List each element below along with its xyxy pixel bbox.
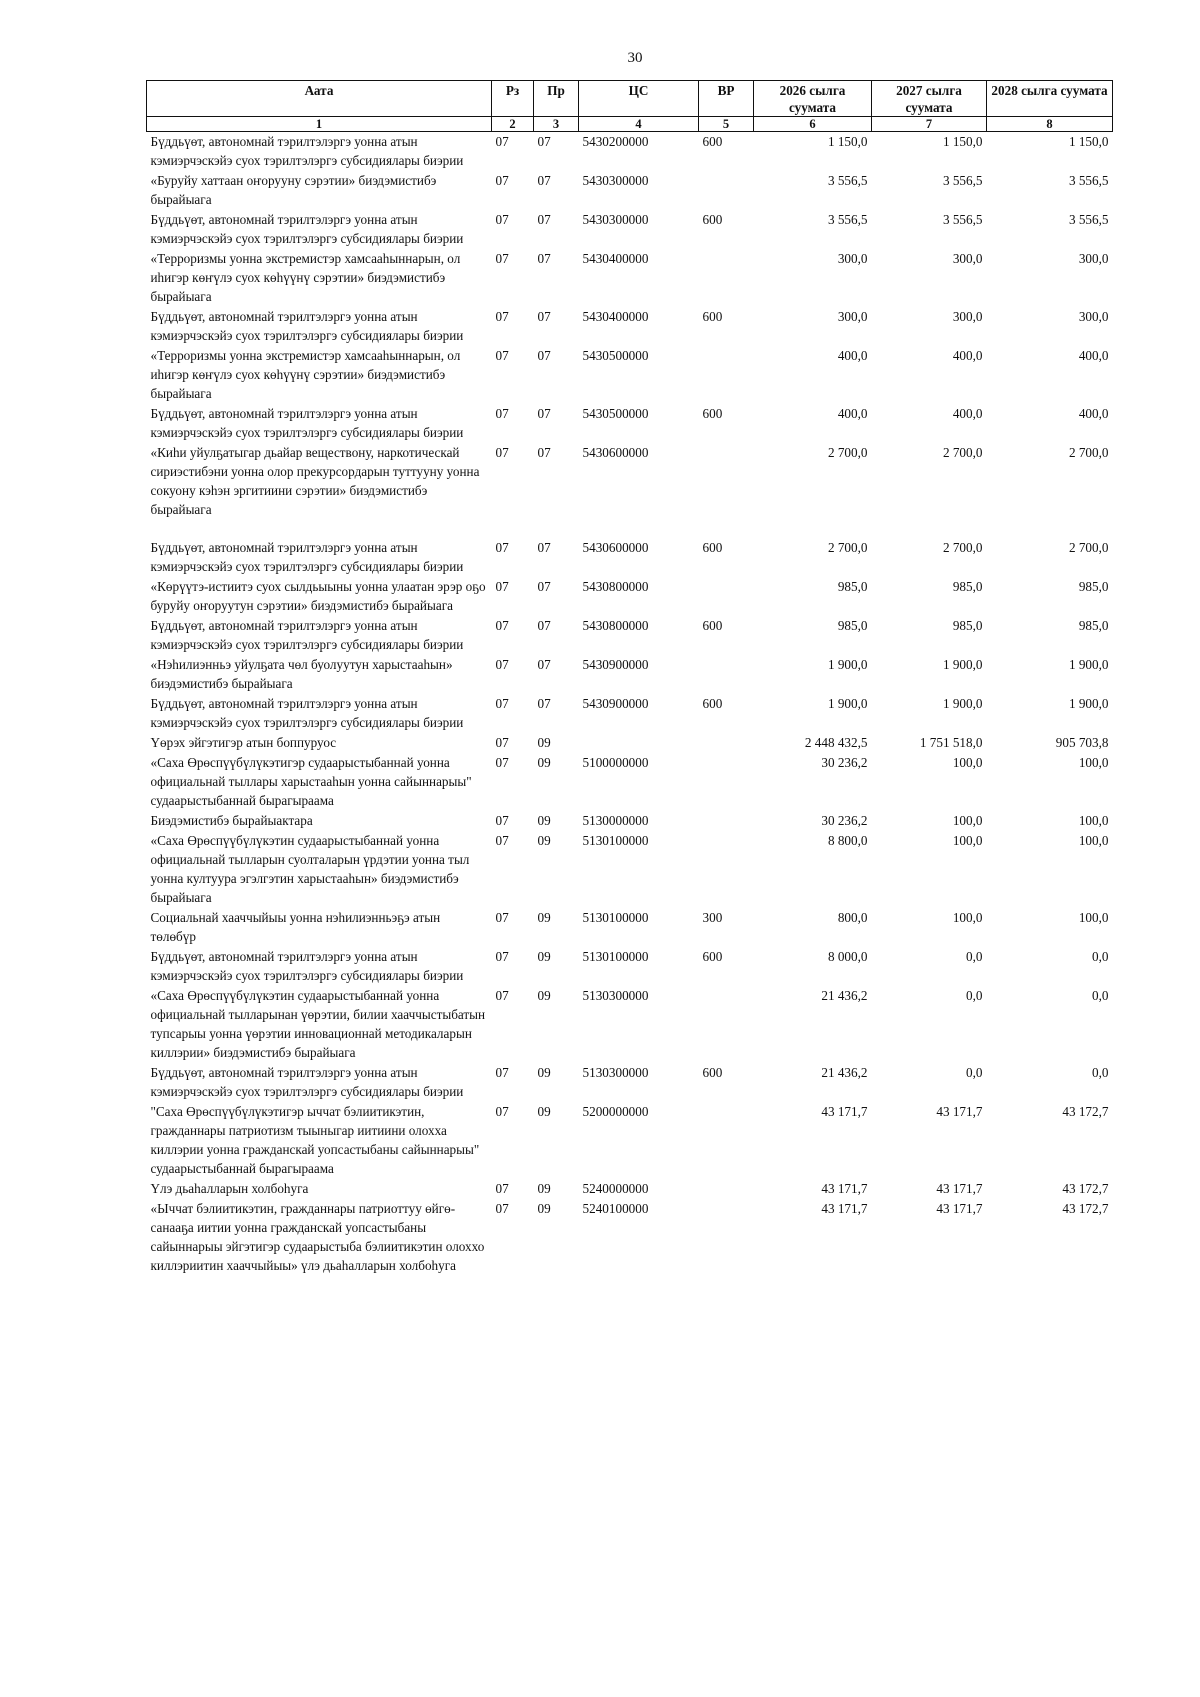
row-amount-2026-cell: 1 150,0 [827, 134, 868, 149]
row-amount-2027-cell: 300,0 [952, 251, 983, 266]
row-vr-cell [699, 346, 754, 404]
row-amount-2026-cell: 21 436,2 [821, 1065, 868, 1080]
row-cs-cell: 5130300000 [582, 988, 649, 1003]
row-pr-cell: 09 [537, 949, 551, 964]
row-amount-2027-cell: 100,0 [952, 813, 983, 828]
row-rz-cell: 07 [495, 406, 509, 421]
row-amount-2026-cell: 8 000,0 [827, 949, 868, 964]
row-name-cell: «Киһи уйулҕатыгар дьайар веществону, наркотическай сириэстибэни уонна олор прекурсордарын туттууну уонна сокуону кэһэн эргитиини сэрэтии» биэдэмистибэ бырайыага [150, 445, 480, 517]
row-amount-2026-cell: 8 800,0 [827, 833, 868, 848]
row-rz-cell: 07 [495, 813, 509, 828]
row-amount-2026-cell: 2 448 432,5 [804, 735, 868, 750]
row-amount-2026-cell: 43 171,7 [821, 1181, 868, 1196]
row-cs-cell: 5130100000 [582, 833, 649, 848]
column-header-vr: ВР [699, 81, 754, 117]
row-rz-cell: 07 [495, 910, 509, 925]
row-vr-cell: 600 [702, 212, 723, 227]
row-amount-2026-cell: 400,0 [837, 406, 868, 421]
table-row [147, 655, 1113, 694]
row-vr-cell: 300 [702, 910, 723, 925]
table-row [147, 1199, 1113, 1276]
row-vr-cell: 600 [702, 696, 723, 711]
row-amount-2027-cell: 0,0 [966, 949, 983, 964]
row-cs-cell: 5430500000 [582, 406, 649, 421]
row-amount-2026-cell: 2 700,0 [827, 540, 868, 555]
table-row [147, 171, 1113, 210]
table-row [147, 811, 1113, 831]
row-vr-cell [699, 1199, 754, 1276]
row-amount-2027-cell: 43 171,7 [936, 1201, 983, 1216]
table-header [147, 81, 1113, 132]
row-pr-cell: 09 [537, 988, 551, 1003]
row-vr-cell [699, 733, 754, 753]
row-amount-2028-cell: 300,0 [1078, 251, 1109, 266]
row-pr-cell: 07 [537, 309, 551, 324]
table-row [147, 404, 1113, 443]
column-header-pr: Пр [534, 81, 579, 117]
row-pr-cell: 09 [537, 833, 551, 848]
table-row [147, 538, 1113, 577]
row-amount-2028-cell: 100,0 [1078, 813, 1109, 828]
column-header-name: Аата [147, 81, 492, 117]
row-rz-cell: 07 [495, 657, 509, 672]
row-name-cell: «Саха Өрөспүүбүлүкэтин судаарыстыбаннай уонна официальнай тылларын суолталарын үрдэтии уонна тыл уонна култуура эгэлгэтин харыстааһын» биэдэмистибэ бырайыага [150, 833, 470, 905]
row-rz-cell: 07 [495, 173, 509, 188]
row-vr-cell: 600 [702, 1065, 723, 1080]
column-number-row [147, 117, 1113, 132]
row-amount-2028-cell: 985,0 [1078, 618, 1109, 633]
row-amount-2027-cell: 0,0 [966, 988, 983, 1003]
column-number: 1 [147, 117, 492, 132]
table-row [147, 986, 1113, 1063]
row-name-cell: Социальнай хааччыйыы уонна нэһилиэнньэҕэ атын төлөбүр [150, 910, 441, 944]
row-name-cell: «Саха Өрөспүүбүлүкэтин судаарыстыбаннай уонна официальнай тылларынан үөрэтии, билии хааччыстыбатын тупсарыы уонна үөрэтии инновационнай методикаларын киллэрии» биэдэмистибэ бырайыага [150, 988, 486, 1060]
row-rz-cell: 07 [495, 696, 509, 711]
column-header-rz: Рз [492, 81, 534, 117]
table-row [147, 443, 1113, 538]
row-pr-cell: 09 [537, 735, 551, 750]
row-amount-2028-cell: 1 900,0 [1068, 696, 1109, 711]
row-pr-cell: 07 [537, 406, 551, 421]
row-cs-cell: 5430800000 [582, 579, 649, 594]
row-amount-2028-cell: 100,0 [1078, 910, 1109, 925]
row-vr-cell [699, 1179, 754, 1199]
row-amount-2027-cell: 100,0 [952, 755, 983, 770]
row-amount-2026-cell: 2 700,0 [827, 445, 868, 460]
row-pr-cell: 09 [537, 1201, 551, 1216]
row-pr-cell: 09 [537, 910, 551, 925]
table-row [147, 577, 1113, 616]
row-amount-2027-cell: 2 700,0 [942, 445, 983, 460]
row-name-cell: Биэдэмистибэ бырайыактара [150, 813, 313, 828]
row-vr-cell: 600 [702, 134, 723, 149]
row-vr-cell: 600 [702, 618, 723, 633]
row-cs-cell: 5430200000 [582, 134, 649, 149]
column-header-cs: ЦС [579, 81, 699, 117]
row-cs-cell: 5430900000 [582, 696, 649, 711]
row-amount-2026-cell: 21 436,2 [821, 988, 868, 1003]
row-name-cell: Үлэ дьаһалларын холбоһуга [150, 1181, 309, 1196]
row-amount-2028-cell: 985,0 [1078, 579, 1109, 594]
row-rz-cell: 07 [495, 309, 509, 324]
row-cs-cell: 5430400000 [582, 309, 649, 324]
row-amount-2028-cell: 300,0 [1078, 309, 1109, 324]
row-vr-cell: 600 [702, 949, 723, 964]
row-pr-cell: 07 [537, 134, 551, 149]
column-number: 2 [492, 117, 534, 132]
row-vr-cell: 600 [702, 309, 723, 324]
row-rz-cell: 07 [495, 579, 509, 594]
table-row [147, 694, 1113, 733]
row-rz-cell: 07 [495, 755, 509, 770]
row-amount-2026-cell: 985,0 [837, 579, 868, 594]
row-cs-cell: 5430400000 [582, 251, 649, 266]
row-amount-2028-cell: 1 150,0 [1068, 134, 1109, 149]
row-vr-cell [699, 249, 754, 307]
row-name-cell: Бүддьүөт, автономнай тэрилтэлэргэ уонна атын кэмиэрчэскэйэ суох тэрилтэлэргэ субсидиялары биэрии [150, 696, 464, 730]
row-amount-2028-cell: 0,0 [1092, 1065, 1109, 1080]
row-vr-cell [699, 1102, 754, 1179]
table-row [147, 210, 1113, 249]
row-pr-cell: 07 [537, 657, 551, 672]
row-amount-2028-cell: 3 556,5 [1068, 173, 1109, 188]
row-rz-cell: 07 [495, 735, 509, 750]
row-name-cell: Бүддьүөт, автономнай тэрилтэлэргэ уонна атын кэмиэрчэскэйэ суох тэрилтэлэргэ субсидиялары биэрии [150, 406, 464, 440]
row-cs-cell: 5240000000 [582, 1181, 649, 1196]
row-amount-2028-cell: 905 703,8 [1055, 735, 1109, 750]
column-header-2027: 2027 сылга суумата [872, 81, 987, 117]
row-amount-2027-cell: 985,0 [952, 579, 983, 594]
row-pr-cell: 09 [537, 1181, 551, 1196]
row-name-cell: Бүддьүөт, автономнай тэрилтэлэргэ уонна атын кэмиэрчэскэйэ суох тэрилтэлэргэ субсидиялары биэрии [150, 1065, 464, 1099]
row-amount-2026-cell: 1 900,0 [827, 657, 868, 672]
row-amount-2028-cell: 43 172,7 [1062, 1104, 1109, 1119]
row-amount-2026-cell: 43 171,7 [821, 1104, 868, 1119]
column-header-2026: 2026 сылга суумата [754, 81, 872, 117]
row-cs-cell: 5130100000 [582, 949, 649, 964]
row-name-cell: «Терроризмы уонна экстремистэр хамсааһыннарын, ол иһигэр көҥүлэ суох көһүүнү сэрэтии» биэдэмистибэ бырайыага [150, 251, 461, 304]
row-amount-2027-cell: 0,0 [966, 1065, 983, 1080]
row-amount-2027-cell: 985,0 [952, 618, 983, 633]
row-name-cell: Бүддьүөт, автономнай тэрилтэлэргэ уонна атын кэмиэрчэскэйэ суох тэрилтэлэргэ субсидиялары биэрии [150, 949, 464, 983]
row-pr-cell: 09 [537, 1065, 551, 1080]
row-vr-cell [699, 577, 754, 616]
row-amount-2028-cell: 2 700,0 [1068, 540, 1109, 555]
budget-table [146, 80, 1113, 1276]
row-rz-cell: 07 [495, 949, 509, 964]
row-name-cell: «Көрүүтэ-истиитэ суох сылдьыыны уонна улаатан эрэр оҕо буруйу оҥоруутун сэрэтии» биэдэмистибэ бырайыага [150, 579, 486, 613]
row-cs-cell: 5430300000 [582, 212, 649, 227]
row-amount-2026-cell: 300,0 [837, 251, 868, 266]
row-name-cell: Бүддьүөт, автономнай тэрилтэлэргэ уонна атын кэмиэрчэскэйэ суох тэрилтэлэргэ субсидиялары биэрии [150, 134, 464, 168]
table-body [147, 132, 1113, 1277]
row-cs-cell: 5430900000 [582, 657, 649, 672]
column-number: 7 [872, 117, 987, 132]
table-row [147, 249, 1113, 307]
row-vr-cell [699, 986, 754, 1063]
row-amount-2028-cell: 43 172,7 [1062, 1201, 1109, 1216]
row-name-cell: «Терроризмы уонна экстремистэр хамсааһыннарын, ол иһигэр көҥүлэ суох көһүүнү сэрэтии» биэдэмистибэ бырайыага [150, 348, 461, 401]
row-amount-2028-cell: 400,0 [1078, 348, 1109, 363]
row-amount-2027-cell: 1 900,0 [942, 657, 983, 672]
table-row [147, 616, 1113, 655]
row-amount-2026-cell: 1 900,0 [827, 696, 868, 711]
table-row [147, 346, 1113, 404]
row-name-cell: Бүддьүөт, автономнай тэрилтэлэргэ уонна атын кэмиэрчэскэйэ суох тэрилтэлэргэ субсидиялары биэрии [150, 212, 464, 246]
row-amount-2028-cell: 100,0 [1078, 833, 1109, 848]
table-row [147, 1063, 1113, 1102]
row-amount-2027-cell: 100,0 [952, 910, 983, 925]
row-cs-cell: 5430500000 [582, 348, 649, 363]
row-rz-cell: 07 [495, 833, 509, 848]
row-amount-2027-cell: 3 556,5 [942, 173, 983, 188]
row-cs-cell: 5430600000 [582, 445, 649, 460]
row-pr-cell: 09 [537, 813, 551, 828]
row-amount-2028-cell: 0,0 [1092, 988, 1109, 1003]
row-name-cell: Бүддьүөт, автономнай тэрилтэлэргэ уонна атын кэмиэрчэскэйэ суох тэрилтэлэргэ субсидиялары биэрии [150, 618, 464, 652]
row-amount-2027-cell: 400,0 [952, 406, 983, 421]
row-vr-cell [699, 753, 754, 811]
page-number: 30 [627, 50, 643, 66]
row-name-cell: «Саха Өрөспүүбүлүкэтигэр судаарыстыбаннай уонна официальнай тыллары харыстааһын уонна сайыннарыы" судаарыстыбаннай бырагыраама [150, 755, 472, 808]
row-amount-2028-cell: 2 700,0 [1068, 445, 1109, 460]
row-rz-cell: 07 [495, 251, 509, 266]
row-pr-cell: 07 [537, 173, 551, 188]
row-cs-cell: 5430600000 [582, 540, 649, 555]
row-rz-cell: 07 [495, 988, 509, 1003]
row-pr-cell: 09 [537, 755, 551, 770]
row-amount-2026-cell: 30 236,2 [821, 755, 868, 770]
row-cs-cell: 5430800000 [582, 618, 649, 633]
row-cs-cell: 5200000000 [582, 1104, 649, 1119]
table-row [147, 908, 1113, 947]
row-vr-cell [699, 655, 754, 694]
row-cs-cell: 5240100000 [582, 1201, 649, 1216]
row-vr-cell [699, 811, 754, 831]
row-amount-2027-cell: 3 556,5 [942, 212, 983, 227]
row-name-cell: "Саха Өрөспүүбүлүкэтигэр ыччат бэлиитикэтин, гражданнары патриотизм тыыныгар иитиини олохха киллэрии уонна гражданскай уопсастыбаны сайыннарыы" судаарыстыбаннай бырагыраама [150, 1104, 480, 1176]
table-row [147, 947, 1113, 986]
row-amount-2027-cell: 1 900,0 [942, 696, 983, 711]
row-amount-2028-cell: 0,0 [1092, 949, 1109, 964]
row-name-cell: «Ыччат бэлиитикэтин, гражданнары патриоттуу өйгө-санааҕа иитии уонна гражданскай уопсастыбаны сайыннарыы эйгэтигэр судаарыстыба бэлиитикэтин олоххо киллэриитин хааччыйыы» үлэ дьаһалларын холбоһуга [150, 1201, 485, 1273]
row-amount-2026-cell: 400,0 [837, 348, 868, 363]
row-rz-cell: 07 [495, 540, 509, 555]
row-pr-cell: 07 [537, 212, 551, 227]
row-amount-2027-cell: 1 751 518,0 [919, 735, 983, 750]
column-header-2028: 2028 сылга суумата [987, 81, 1113, 117]
row-amount-2028-cell: 43 172,7 [1062, 1181, 1109, 1196]
row-cs-cell [579, 733, 699, 753]
row-amount-2026-cell: 43 171,7 [821, 1201, 868, 1216]
row-pr-cell: 07 [537, 540, 551, 555]
row-cs-cell: 5130000000 [582, 813, 649, 828]
row-rz-cell: 07 [495, 348, 509, 363]
row-cs-cell: 5130300000 [582, 1065, 649, 1080]
row-vr-cell [699, 831, 754, 908]
row-amount-2026-cell: 3 556,5 [827, 173, 868, 188]
table-row [147, 753, 1113, 811]
row-pr-cell: 07 [537, 696, 551, 711]
column-number: 4 [579, 117, 699, 132]
row-amount-2026-cell: 30 236,2 [821, 813, 868, 828]
row-rz-cell: 07 [495, 134, 509, 149]
row-cs-cell: 5100000000 [582, 755, 649, 770]
row-pr-cell: 07 [537, 445, 551, 460]
budget-sheet [146, 80, 1112, 1276]
row-name-cell: «Буруйу хаттаан оҥорууну сэрэтии» биэдэмистибэ бырайыага [150, 173, 437, 207]
row-pr-cell: 07 [537, 348, 551, 363]
row-vr-cell: 600 [702, 406, 723, 421]
row-cs-cell: 5430300000 [582, 173, 649, 188]
row-amount-2026-cell: 300,0 [837, 309, 868, 324]
row-pr-cell: 09 [537, 1104, 551, 1119]
column-number: 8 [987, 117, 1113, 132]
row-rz-cell: 07 [495, 212, 509, 227]
row-amount-2027-cell: 43 171,7 [936, 1181, 983, 1196]
table-row [147, 132, 1113, 172]
row-cs-cell: 5130100000 [582, 910, 649, 925]
table-row [147, 1179, 1113, 1199]
row-amount-2028-cell: 1 900,0 [1068, 657, 1109, 672]
row-amount-2028-cell: 3 556,5 [1068, 212, 1109, 227]
row-pr-cell: 07 [537, 579, 551, 594]
row-vr-cell: 600 [702, 540, 723, 555]
table-row [147, 733, 1113, 753]
row-rz-cell: 07 [495, 1065, 509, 1080]
table-row [147, 1102, 1113, 1179]
row-pr-cell: 07 [537, 618, 551, 633]
column-number: 3 [534, 117, 579, 132]
row-amount-2027-cell: 300,0 [952, 309, 983, 324]
row-amount-2026-cell: 800,0 [837, 910, 868, 925]
row-amount-2027-cell: 1 150,0 [942, 134, 983, 149]
row-vr-cell [699, 443, 754, 538]
row-rz-cell: 07 [495, 445, 509, 460]
row-rz-cell: 07 [495, 1201, 509, 1216]
row-amount-2027-cell: 2 700,0 [942, 540, 983, 555]
row-amount-2027-cell: 43 171,7 [936, 1104, 983, 1119]
row-amount-2027-cell: 100,0 [952, 833, 983, 848]
column-number: 5 [699, 117, 754, 132]
row-amount-2028-cell: 100,0 [1078, 755, 1109, 770]
row-rz-cell: 07 [495, 618, 509, 633]
row-amount-2026-cell: 3 556,5 [827, 212, 868, 227]
table-row [147, 831, 1113, 908]
row-amount-2026-cell: 985,0 [837, 618, 868, 633]
column-number: 6 [754, 117, 872, 132]
row-rz-cell: 07 [495, 1181, 509, 1196]
row-amount-2027-cell: 400,0 [952, 348, 983, 363]
row-pr-cell: 07 [537, 251, 551, 266]
row-name-cell: «Нэһилиэнньэ уйулҕата чөл буолуутун харыстааһын» биэдэмистибэ бырайыага [150, 657, 453, 691]
header-row [147, 81, 1113, 117]
table-row [147, 307, 1113, 346]
row-vr-cell [699, 171, 754, 210]
row-name-cell: Бүддьүөт, автономнай тэрилтэлэргэ уонна атын кэмиэрчэскэйэ суох тэрилтэлэргэ субсидиялары биэрии [150, 540, 464, 574]
row-name-cell: Бүддьүөт, автономнай тэрилтэлэргэ уонна атын кэмиэрчэскэйэ суох тэрилтэлэргэ субсидиялары биэрии [150, 309, 464, 343]
row-amount-2028-cell: 400,0 [1078, 406, 1109, 421]
row-name-cell: Үөрэх эйгэтигэр атын боппуруос [150, 735, 337, 750]
row-rz-cell: 07 [495, 1104, 509, 1119]
